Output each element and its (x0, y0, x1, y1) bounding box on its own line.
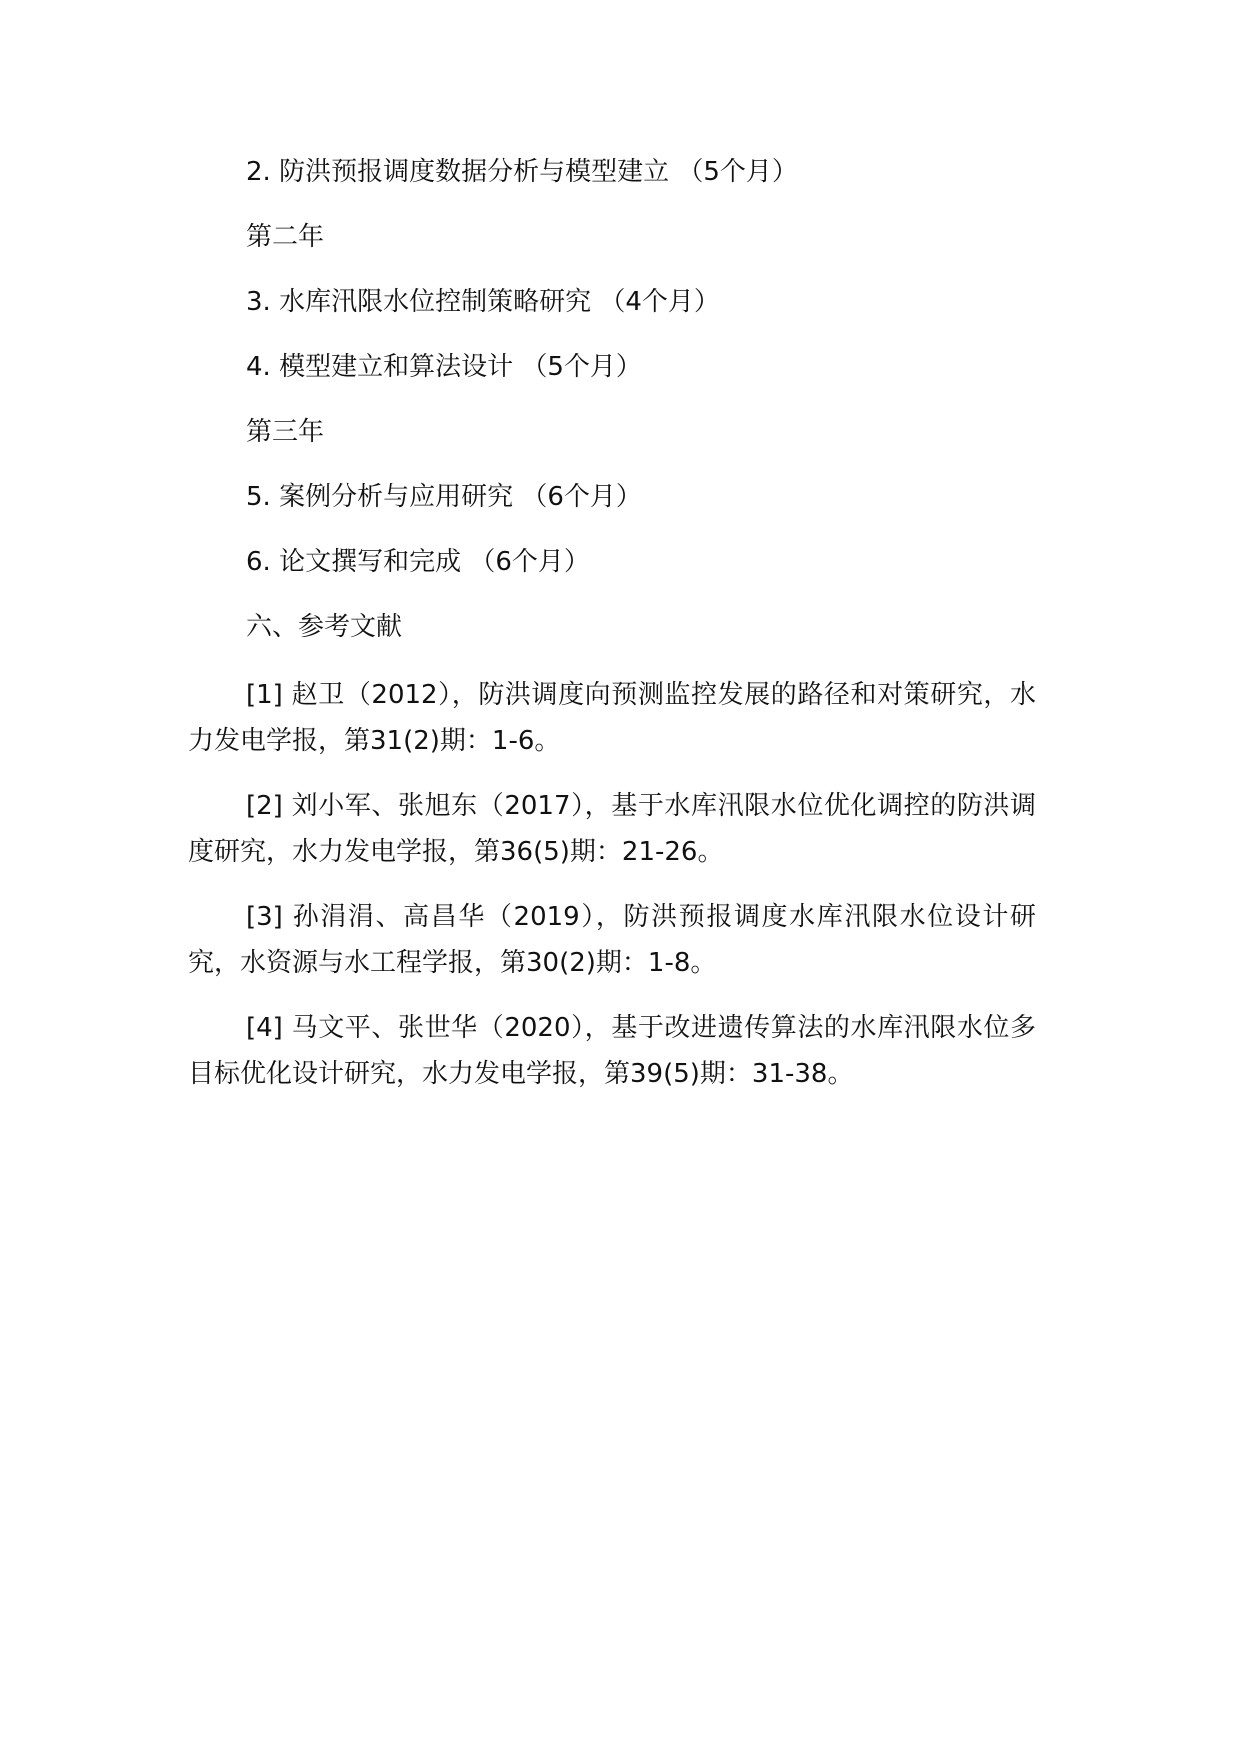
schedule-year-2-heading: 第二年 (246, 222, 325, 252)
schedule-item-5: 5. 案例分析与应用研究 （6个月） (246, 482, 642, 512)
schedule-year-3-heading: 第三年 (246, 417, 325, 447)
reference-item-2: [2] 刘小军、张旭东（2017），基于水库汛限水位优化调控的防洪调度研究，水力发电学报，第36(5)期：21-26。 (188, 791, 1036, 867)
schedule-item-6: 6. 论文撰写和完成 （6个月） (246, 547, 590, 577)
schedule-item-4: 4. 模型建立和算法设计 （5个月） (246, 352, 642, 382)
schedule-item-3: 3. 水库汛限水位控制策略研究 （4个月） (246, 287, 720, 317)
document-body (188, 152, 1036, 1116)
reference-item-4: [4] 马文平、张世华（2020），基于改进遗传算法的水库汛限水位多目标优化设计研究，水力发电学报，第39(5)期：31-38。 (188, 1013, 1036, 1089)
reference-list (188, 672, 1036, 1097)
reference-item-1: [1] 赵卫（2012），防洪调度向预测监控发展的路径和对策研究，水力发电学报，第31(2)期：1-6。 (188, 680, 1036, 756)
reference-item-3: [3] 孙涓涓、高昌华（2019），防洪预报调度水库汛限水位设计研究，水资源与水工程学报，第30(2)期：1-8。 (188, 902, 1036, 978)
references-heading: 六、参考文献 (246, 612, 403, 642)
schedule-item-2: 2. 防洪预报调度数据分析与模型建立 （5个月） (246, 157, 798, 187)
